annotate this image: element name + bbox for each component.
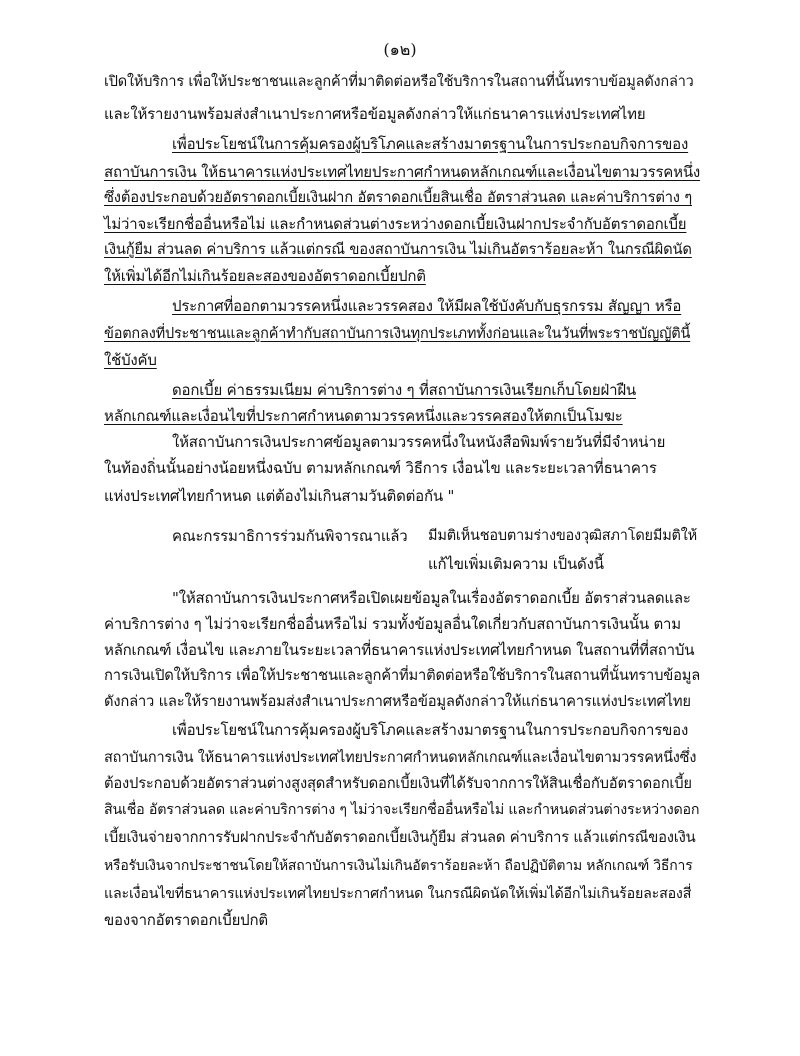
committee-label: คณะกรรมาธิการร่วมกันพิจารณาแล้ว (172, 527, 408, 545)
paragraph-line: เพื่อประโยชน์ในการคุ้มครองผู้บริโภคและสร้างมาตรฐานในการประกอบกิจการของ (172, 721, 689, 739)
paragraph-line: ไม่ว่าจะเรียกชื่ออื่นหรือไม่ และกำหนดส่วนต่างระหว่างดอกเบี้ยเงินฝากประจำกับอัตราดอกเบี้ย (104, 215, 687, 233)
paragraph-line: ซึ่งต้องประกอบด้วยอัตราดอกเบี้ยเงินฝาก อัตราดอกเบี้ยสินเชื่อ อัตราส่วนลด และค่าบริการต่าง ๆ (104, 189, 693, 206)
paragraph-line: สถาบันการเงิน ให้ธนาคารแห่งประเทศไทยประกาศกำหนดหลักเกณฑ์และเงื่อนไขตามวรรคหนึ่งซึ่ง (104, 750, 697, 766)
paragraph-line: ในท้องถิ่นนั้นอย่างน้อยหนึ่งฉบับ ตามหลักเกณฑ์ วิธีการ เงื่อนไข และระยะเวลาที่ธนาคาร (104, 459, 657, 477)
page-number: (๑๒) (383, 40, 417, 59)
paragraph-line: หรือรับเงินจากประชาชนโดยให้สถาบันการเงินไม่เกินอัตราร้อยละห้า ถือปฏิบัติตาม หลักเกณฑ์ วิธีการ (104, 858, 693, 874)
paragraph-line: ประกาศที่ออกตามวรรคหนึ่งและวรรคสอง ให้มีผลใช้บังคับกับธุรกรรม สัญญา หรือ (172, 297, 682, 315)
paragraph-line: แห่งประเทศไทยกำหนด แต่ต้องไม่เกินสามวันติดต่อกัน " (104, 487, 455, 505)
paragraph-line: ดอกเบี้ย ค่าธรรมเนียม ค่าบริการต่าง ๆ ที่สถาบันการเงินเรียกเก็บโดยฝ่าฝืน (172, 381, 636, 399)
paragraph-line: เพื่อประโยชน์ในการคุ้มครองผู้บริโภคและสร้างมาตรฐานในการประกอบกิจการของ (172, 135, 689, 153)
committee-resolution: แก้ไขเพิ่มเติมความ เป็นดังนี้ (428, 555, 604, 573)
paragraph-line: เบี้ยเงินจ่ายจากการรับฝากประจำกับอัตราดอกเบี้ยเงินกู้ยืม ส่วนลด ค่าบริการ แล้วแต่กรณีของเงิน (104, 829, 696, 846)
paragraph-line: ค่าบริการต่าง ๆ ไม่ว่าจะเรียกชื่ออื่นหรือไม่ รวมทั้งข้อมูลอื่นใดเกี่ยวกับสถาบันการเงินนั้น ตาม (104, 615, 681, 633)
paragraph-line: ให้เพิ่มได้อีกไม่เกินร้อยละสองของอัตราดอกเบี้ยปกติ (104, 267, 426, 285)
paragraph-line: หลักเกณฑ์และเงื่อนไขที่ประกาศกำหนดตามวรรคหนึ่งและวรรคสองให้ตกเป็นโมฆะ (104, 407, 623, 425)
paragraph-line: "ให้สถาบันการเงินประกาศหรือเปิดเผยข้อมูลในเรื่องอัตราดอกเบี้ย อัตราส่วนลดและ (172, 589, 691, 607)
paragraph-line: และเงื่อนไขที่ธนาคารแห่งประเทศไทยประกาศกำหนด ในกรณีผิดนัดให้เพิ่มได้อีกไม่เกินร้อยละสองสี่ (104, 886, 692, 902)
paragraph-line: สถาบันการเงิน ให้ธนาคารแห่งประเทศไทยประกาศกำหนดหลักเกณฑ์และเงื่อนไขตามวรรคหนึ่ง (104, 163, 701, 181)
paragraph-line: เงินกู้ยืม ส่วนลด ค่าบริการ แล้วแต่กรณี ของสถาบันการเงิน ไม่เกินอัตราร้อยละห้า ในกรณีผิดนัด (104, 241, 692, 258)
paragraph-line: ดังกล่าว และให้รายงานพร้อมส่งสำเนาประกาศหรือข้อมูลดังกล่าวให้แก่ธนาคารแห่งประเทศไทย (104, 693, 691, 710)
paragraph-line: หลักเกณฑ์ เงื่อนไข และภายในระยะเวลาที่ธนาคารแห่งประเทศไทยกำหนด ในสถานที่ที่สถาบัน (104, 641, 695, 659)
paragraph-line: การเงินเปิดให้บริการ เพื่อให้ประชาชนและลูกค้าที่มาติดต่อหรือใช้บริการในสถานที่นั้นทราบข้อมูล (104, 667, 701, 684)
paragraph-line: ใช้บังคับ (104, 351, 157, 369)
paragraph-line: ของจากอัตราดอกเบี้ยปกติ (104, 911, 268, 929)
committee-resolution: มีมติเห็นชอบตามร่างของวุฒิสภาโดยมีมติให้ (428, 528, 698, 544)
paragraph-line: ต้องประกอบด้วยอัตราส่วนต่างสูงสุดสำหรับดอกเบี้ยเงินที่ได้รับจากการให้สินเชื่อกับอัตราดอกเบี้ย (104, 775, 692, 792)
paragraph-line: ข้อตกลงที่ประชาชนและลูกค้าทำกับสถาบันการเงินทุกประเภททั้งก่อนและในวันที่พระราชบัญญัตินี้ (104, 326, 691, 342)
paragraph-line: และให้รายงานพร้อมส่งสำเนาประกาศหรือข้อมูลดังกล่าวให้แก่ธนาคารแห่งประเทศไทย (104, 105, 646, 123)
paragraph-line: สินเชื่อ อัตราส่วนลด และค่าบริการต่าง ๆ ไม่ว่าจะเรียกชื่ออื่นหรือไม่ และกำหนดส่วนต่างระหว่างดอก (104, 802, 700, 818)
paragraph-line: ให้สถาบันการเงินประกาศข้อมูลตามวรรคหนึ่งในหนังสือพิมพ์รายวันที่มีจำหน่าย (172, 433, 666, 451)
paragraph-line: เปิดให้บริการ เพื่อให้ประชาชนและลูกค้าที่มาติดต่อหรือใช้บริการในสถานที่นั้นทราบข้อมูลดังกล่าว (104, 74, 694, 90)
